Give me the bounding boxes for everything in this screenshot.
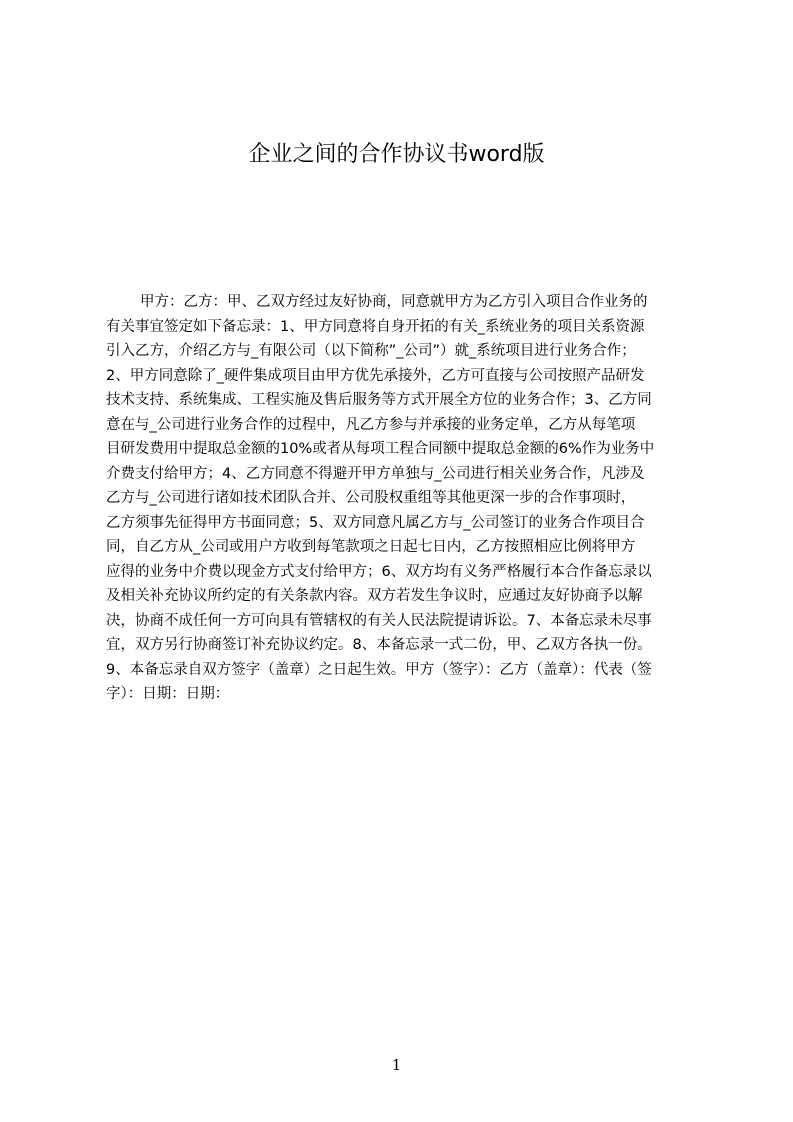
body-line: 宜，双方另行协商签订补充协议约定。8、本备忘录一式二份，甲、乙双方各执一份。	[106, 637, 652, 653]
body-line: 同，自乙方从_公司或用户方收到每笔款项之日起七日内，乙方按照相应比例将甲方	[106, 539, 636, 555]
page-number: 1	[391, 1056, 402, 1074]
body-line: 字）：日期：日期：	[106, 686, 230, 702]
body-line: 甲方：乙方：甲、乙双方经过友好协商，同意就甲方为乙方引入项目合作业务的	[140, 294, 648, 310]
body-line: 目研发费用中提取总金额的10%或者从每项工程合同额中提取总金额的6%作为业务中	[106, 441, 655, 457]
body-line: 引入乙方，介绍乙方与_有限公司（以下简称”_公司”）就_系统项目进行业务合作；	[106, 343, 636, 359]
body-line: 及相关补充协议所约定的有关条款内容。双方若发生争议时，应通过友好协商予以解	[106, 588, 643, 604]
agreement-body	[106, 290, 700, 750]
body-line: 乙方与_公司进行诸如技术团队合并、公司股权重组等其他更深一步的合作事项时，	[106, 490, 636, 506]
body-line: 技术支持、系统集成、工程实施及售后服务等方式开展全方位的业务合作；3、乙方同	[106, 392, 652, 408]
document-title: 企业之间的合作协议书word版	[248, 142, 545, 167]
body-line: 决，协商不成任何一方可向具有管辖权的有关人民法院提请诉讼。7、本备忘录未尽事	[106, 612, 652, 629]
body-line: 乙方须事先征得甲方书面同意；5、双方同意凡属乙方与_公司签订的业务合作项目合	[106, 514, 645, 531]
body-line: 应得的业务中介费以现金方式支付给甲方；6、双方均有义务严格履行本合作备忘录以	[106, 563, 652, 580]
body-line: 介费支付给甲方；4、乙方同意不得避开甲方单独与_公司进行相关业务合作，凡涉及	[106, 465, 645, 482]
body-line: 有关事宜签定如下备忘录：1、甲方同意将自身开拓的有关_系统业务的项目关系资源	[106, 318, 645, 335]
body-line: 9、本备忘录自双方签字（盖章）之日起生效。甲方（签字）：乙方（盖章）：代表（签	[106, 661, 652, 678]
body-line: 2、甲方同意除了_硬件集成项目由甲方优先承接外，乙方可直接与公司按照产品研发	[106, 367, 645, 384]
body-line: 意在与_公司进行业务合作的过程中，凡乙方参与并承接的业务定单，乙方从每笔项	[106, 416, 636, 433]
